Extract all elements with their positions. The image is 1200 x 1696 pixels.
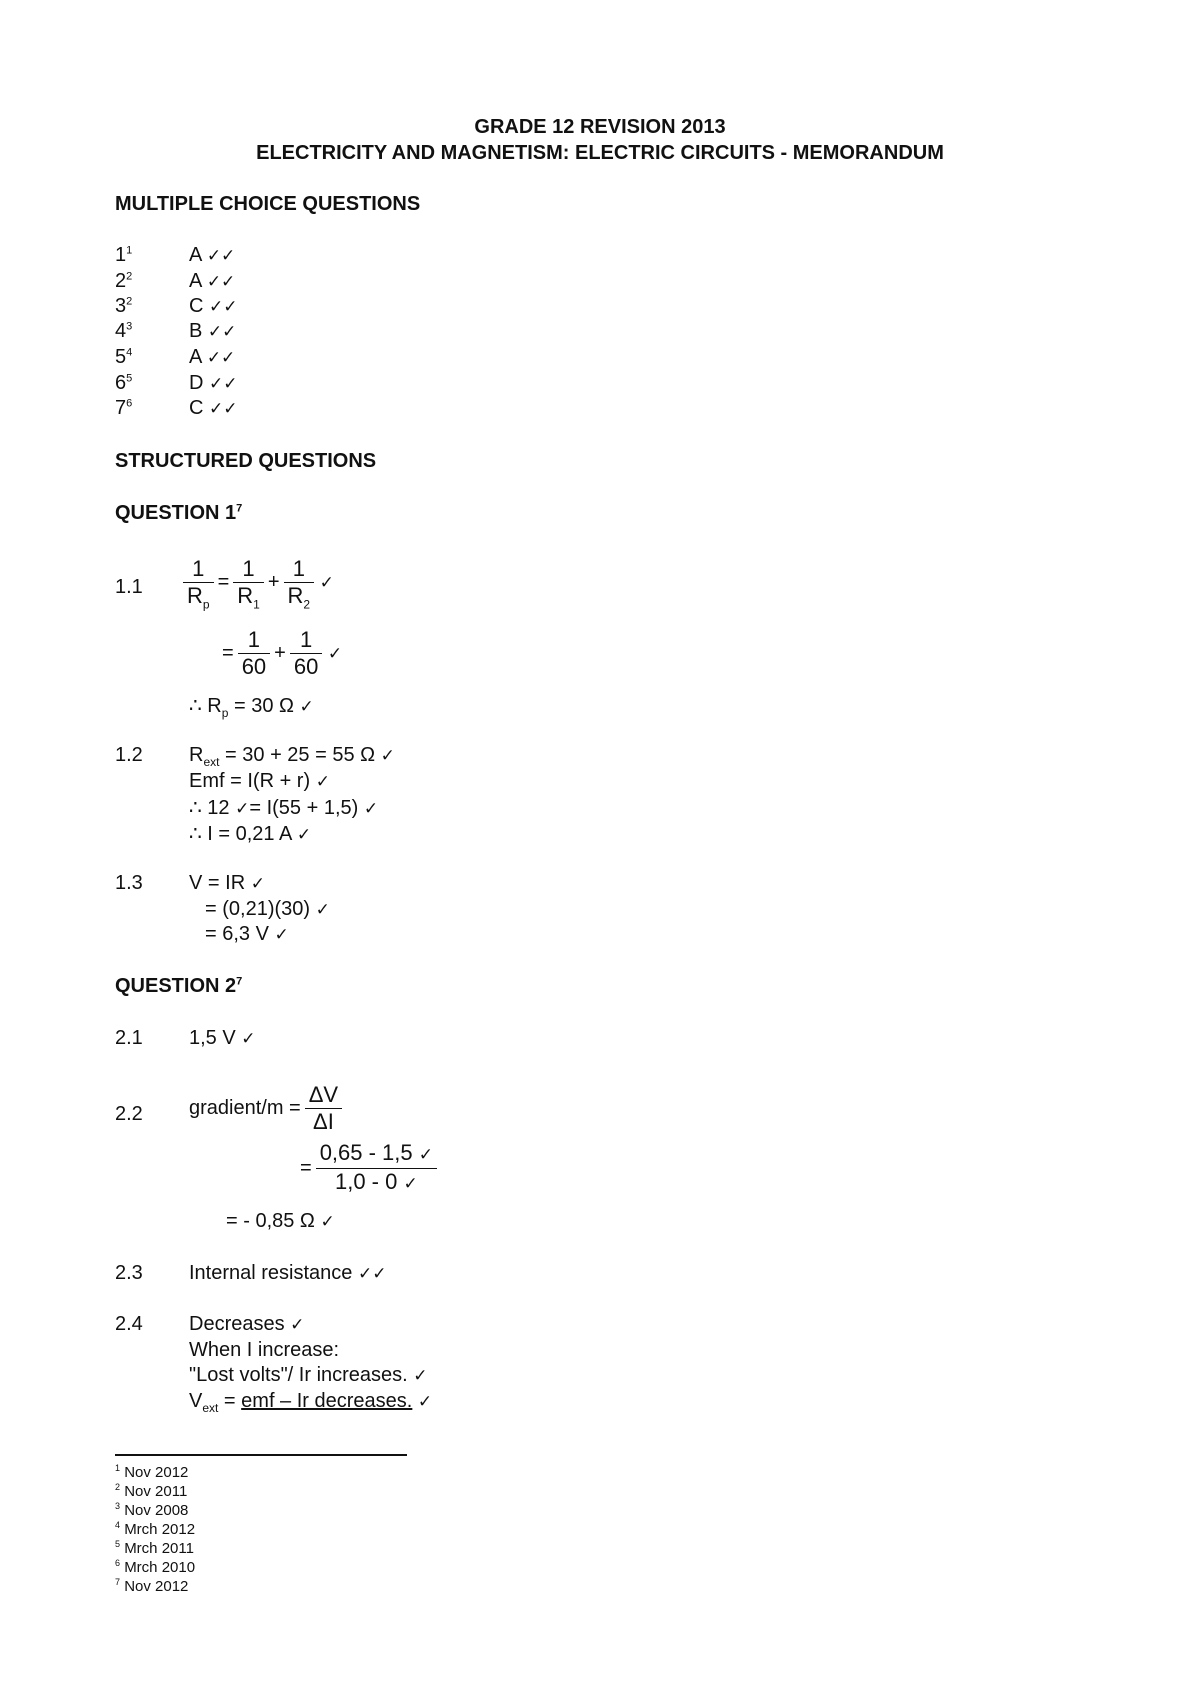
- check-icon: ✓: [417, 1392, 433, 1412]
- q2-2-number: 2.2: [115, 1103, 143, 1125]
- check-icon: ✓: [363, 799, 379, 819]
- check-icon: ✓: [380, 746, 395, 766]
- q1-3-line-2: = (0,21)(30) ✓: [205, 898, 330, 920]
- check-icon: ✓: [315, 900, 330, 920]
- mcq-number: $5^4$: [115, 346, 133, 368]
- check-icon: ✓: [290, 1315, 305, 1335]
- check-icon: ✓✓: [209, 399, 238, 419]
- q1-2-line-1: $R_{ext} = 30 + 25 = 55$ Ω ✓: [189, 744, 395, 769]
- check-icon: ✓: [274, 925, 289, 945]
- fraction: $\frac{1}{60}$: [290, 627, 322, 680]
- check-icon: ✓: [413, 1366, 428, 1386]
- q2-4-number: 2.4: [115, 1313, 143, 1335]
- check-icon: ✓✓: [209, 374, 238, 394]
- q2-4-line-4: $V_{ext}$ = emf – Ir decreases. ✓: [189, 1390, 433, 1415]
- check-icon: ✓: [319, 572, 334, 593]
- check-icon: ✓: [327, 643, 343, 664]
- q2-4-line-3: "Lost volts"/ Ir increases. ✓: [189, 1364, 428, 1386]
- mcq-answer: B ✓✓: [189, 320, 237, 342]
- q1-2-line-2: Emf = I(R + r) ✓: [189, 770, 330, 792]
- q1-3-number: 1.3: [115, 872, 143, 894]
- mcq-answer: C ✓✓: [189, 397, 238, 419]
- q2-2-formula: gradient/m = $\frac{\Delta V}{\Delta I}$: [189, 1082, 342, 1135]
- question-2-heading: QUESTION $2^7$: [115, 975, 243, 997]
- check-icon: ✓: [315, 772, 330, 792]
- check-icon: ✓: [241, 1029, 256, 1049]
- question-1-heading: QUESTION $1^7$: [115, 502, 243, 524]
- q1-1-equation: $\frac{1}{R_p}$ = $\frac{1}{R_1}$ + $\frac{1}{R_2}$ ✓: [183, 556, 334, 609]
- footnote: $^6$ Mrch 2010: [115, 1558, 196, 1576]
- structured-heading: STRUCTURED QUESTIONS: [115, 450, 377, 472]
- fraction: $\frac{1}{R_2}$: [284, 556, 315, 609]
- mcq-answer: D ✓✓: [189, 372, 238, 394]
- mcq-answer: A ✓✓: [189, 270, 236, 292]
- mcq-number: $4^3$: [115, 320, 133, 342]
- q1-1-substitution: = $\frac{1}{60}$ + $\frac{1}{60}$ ✓: [222, 627, 343, 679]
- mcq-number: $7^6$: [115, 397, 133, 419]
- q2-3-answer: Internal resistance ✓✓: [189, 1262, 387, 1284]
- check-icon: ✓: [418, 1145, 434, 1165]
- q1-2-number: 1.2: [115, 744, 143, 766]
- q1-2-line-4: ∴ I = 0,21 A ✓: [189, 823, 312, 845]
- mcq-heading: MULTIPLE CHOICE QUESTIONS: [115, 193, 421, 215]
- check-icon: ✓: [403, 1174, 418, 1194]
- footnote: $^5$ Mrch 2011: [115, 1539, 194, 1557]
- q1-1-result: ∴ $R_p = 30$ Ω ✓: [189, 695, 314, 720]
- fraction: $\frac{\Delta V}{\Delta I}$: [305, 1082, 342, 1135]
- footnote-rule: [115, 1454, 407, 1456]
- check-icon: ✓✓: [206, 272, 236, 292]
- check-icon: ✓✓: [209, 297, 238, 317]
- fraction: $\frac{1}{60}$: [238, 627, 270, 680]
- mcq-number: $2^2$: [115, 270, 133, 292]
- footnote: $^3$ Nov 2008: [115, 1501, 189, 1519]
- q1-3-line-3: = 6,3 V ✓: [205, 923, 289, 945]
- mcq-answer: A ✓✓: [189, 346, 236, 368]
- check-icon: ✓✓: [206, 348, 236, 368]
- check-icon: ✓: [299, 697, 314, 717]
- mcq-answer: C ✓✓: [189, 295, 238, 317]
- q2-3-number: 2.3: [115, 1262, 143, 1284]
- q2-4-line-1: Decreases ✓: [189, 1313, 305, 1335]
- q1-3-line-1: V = IR ✓: [189, 872, 265, 894]
- mcq-answer: A ✓✓: [189, 244, 236, 266]
- q1-1-number: 1.1: [115, 576, 143, 598]
- mcq-number: $6^5$: [115, 372, 133, 394]
- check-icon: ✓✓: [357, 1264, 387, 1284]
- footnote: $^2$ Nov 2011: [115, 1482, 188, 1500]
- q2-2-result: = - 0,85 Ω ✓: [226, 1210, 335, 1232]
- mcq-number: $1^1$: [115, 244, 133, 266]
- check-icon: ✓: [296, 825, 312, 845]
- footnote-list: [115, 1463, 195, 1596]
- check-icon: ✓✓: [207, 322, 237, 342]
- fraction: $\frac{1}{R_1}$: [233, 556, 264, 609]
- footnote: $^1$ Nov 2012: [115, 1463, 189, 1481]
- mcq-number: $3^2$: [115, 295, 133, 317]
- doc-title: GRADE 12 REVISION 2013: [474, 116, 726, 138]
- q1-2-line-3: ∴ 12 ✓= I(55 + 1,5) ✓: [189, 797, 379, 819]
- check-icon: ✓: [250, 874, 265, 894]
- doc-subtitle: ELECTRICITY AND MAGNETISM: ELECTRIC CIRCUITS - MEMORANDUM: [256, 142, 944, 164]
- fraction: $\frac{1}{R_p}$: [183, 556, 214, 609]
- check-icon: ✓✓: [206, 246, 236, 266]
- q2-2-substitution: = $\frac{0,65 - 1,5 ✓}{1,0 - 0 ✓}$: [296, 1140, 437, 1197]
- fraction: $\frac{0,65 - 1,5 ✓}{1,0 - 0 ✓}$: [316, 1140, 437, 1197]
- footnote: $^4$ Mrch 2012: [115, 1520, 196, 1538]
- footnote: $^7$ Nov 2012: [115, 1577, 189, 1595]
- q2-1-number: 2.1: [115, 1027, 143, 1049]
- check-icon: ✓: [320, 1212, 335, 1232]
- q2-1-answer: 1,5 V ✓: [189, 1027, 256, 1049]
- check-icon: ✓: [235, 799, 250, 819]
- q2-4-line-2: When I increase:: [189, 1339, 340, 1361]
